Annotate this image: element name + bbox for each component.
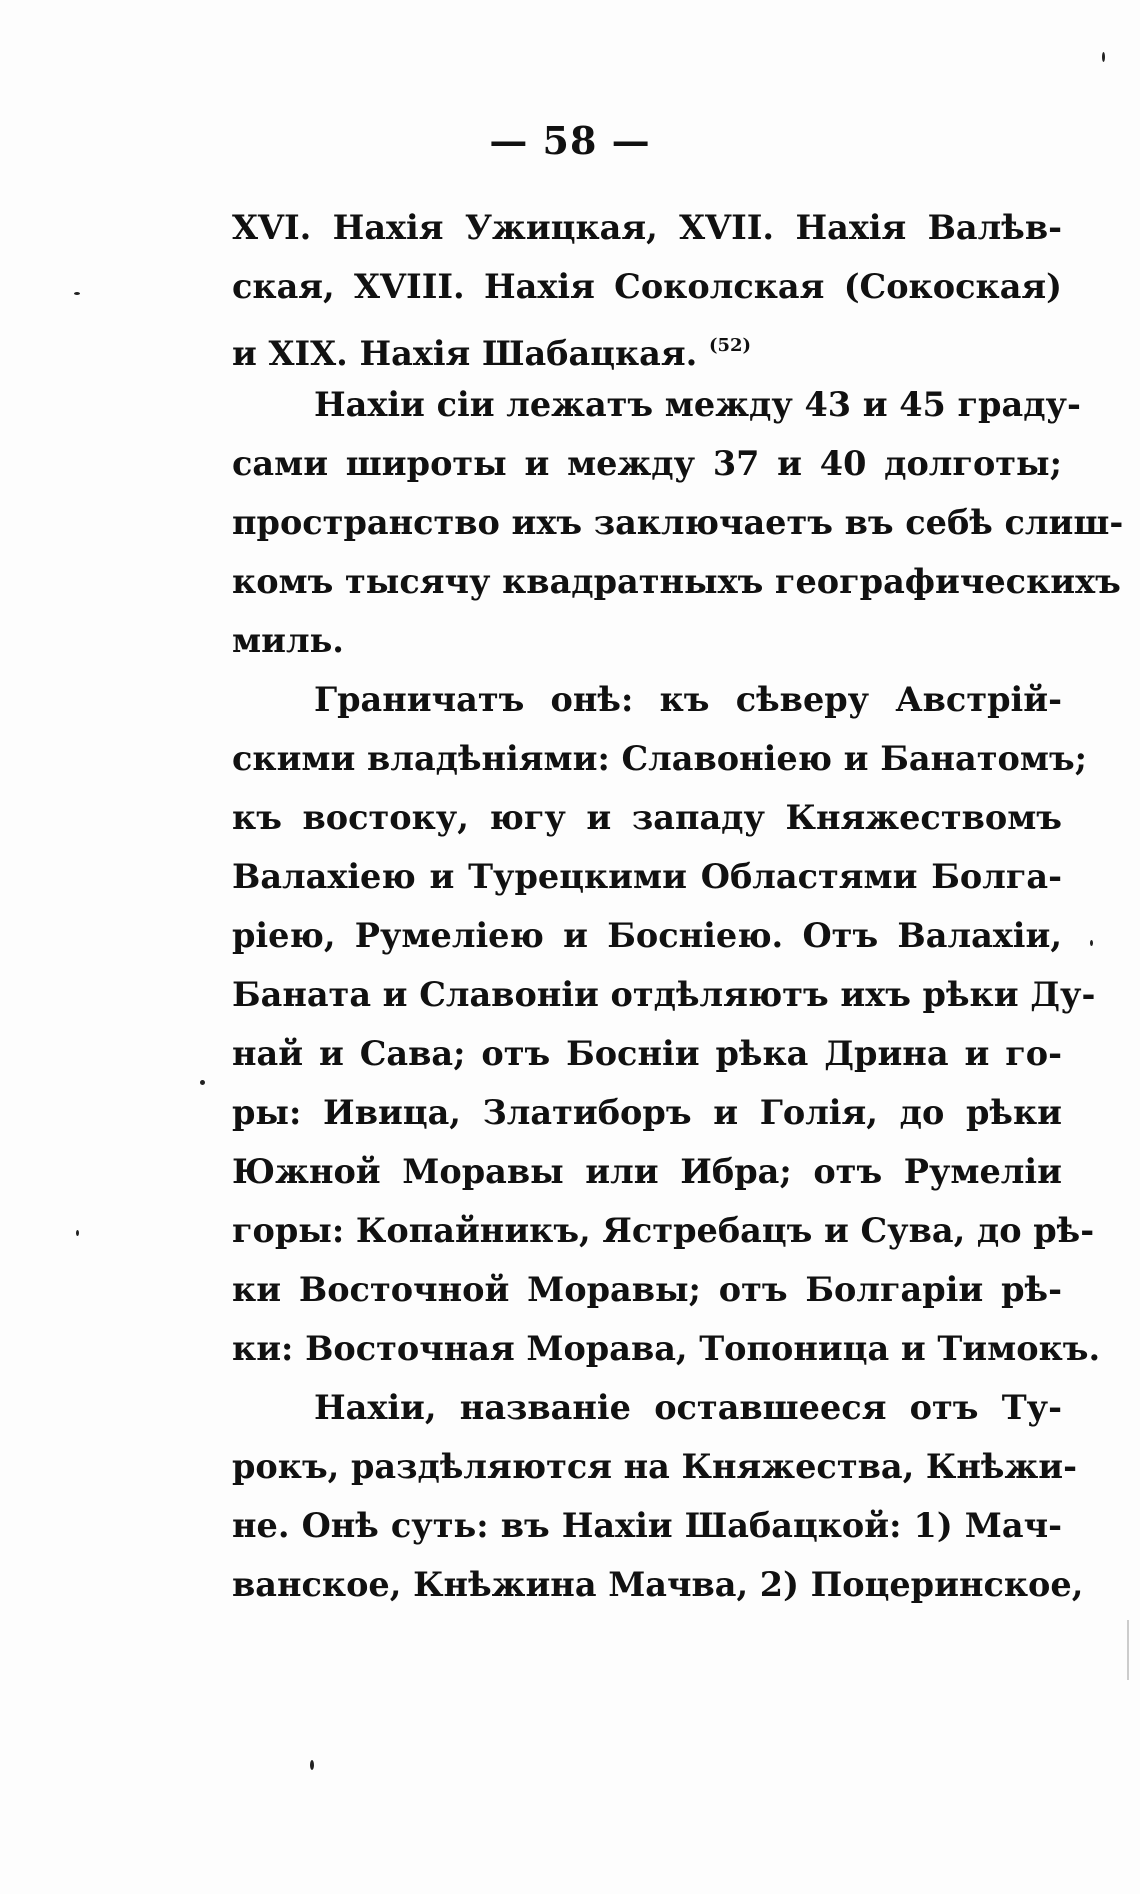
scan-speck — [1127, 1620, 1129, 1680]
text-line: не. Онѣ суть: въ Нахіи Шабацкой: 1) Мач- — [232, 1506, 1062, 1545]
text-line: ріею, Румеліею и Босніею. Отъ Валахіи, — [232, 916, 1062, 955]
text-line: ры: Ивица, Златиборъ и Голія, до рѣки — [232, 1093, 1062, 1132]
text-line: Баната и Славоніи отдѣляютъ ихъ рѣки Ду- — [232, 975, 1096, 1014]
text-line: миль. — [232, 621, 344, 660]
text-line: ки Восточной Моравы; отъ Болгаріи рѣ- — [232, 1270, 1062, 1309]
text-line-with-footnote — [232, 316, 1062, 375]
text-line: Южной Моравы или Ибра; отъ Румеліи — [232, 1152, 1062, 1191]
text-line: скими владѣніями: Славоніею и Банатомъ; — [232, 739, 1088, 778]
scan-speck — [310, 1760, 314, 1770]
scan-speck — [1102, 52, 1105, 62]
text-line: Граничатъ онѣ: къ сѣверу Австрій- — [314, 680, 1062, 719]
footnote-marker: (52) — [708, 335, 752, 356]
body-text — [232, 198, 1124, 1614]
text-line: горы: Копайникъ, Ястребацъ и Сува, до рѣ- — [232, 1211, 1095, 1250]
text-line: ская, XVIII. Нахія Соколская (Сокоская) — [232, 267, 1062, 306]
scan-speck — [76, 1230, 79, 1236]
scan-speck — [74, 292, 80, 295]
text-line: Валахіею и Турецкими Областями Болга- — [232, 857, 1062, 896]
scan-speck — [1090, 940, 1093, 946]
text-line: комъ тысячу квадратныхъ географическихъ — [232, 562, 1121, 601]
text-line: ванское, Кнѣжина Мачва, 2) Поцеринское, — [232, 1565, 1084, 1604]
text-line: къ востоку, югу и западу Княжествомъ — [232, 798, 1062, 837]
text-line: Нахіи, названіе оставшееся отъ Ту- — [314, 1388, 1062, 1427]
text-line: пространство ихъ заключаетъ въ себѣ слиш- — [232, 503, 1124, 542]
text-line: ки: Восточная Морава, Топоница и Тимокъ. — [232, 1329, 1101, 1368]
text-line: XVI. Нахія Ужицкая, XVII. Нахія Валѣв- — [232, 208, 1062, 247]
text-line: сами широты и между 37 и 40 долготы; — [232, 444, 1062, 483]
text-line: Нахіи сіи лежатъ между 43 и 45 граду- — [314, 385, 1081, 424]
scan-speck — [200, 1080, 205, 1085]
text-line: рокъ, раздѣляются на Княжества, Кнѣжи- — [232, 1447, 1078, 1486]
page-number: — 58 — — [489, 118, 651, 163]
text-line: най и Сава; отъ Босніи рѣка Дрина и го- — [232, 1034, 1062, 1073]
text-line: и XIX. Нахія Шабацкая. — [232, 334, 698, 373]
